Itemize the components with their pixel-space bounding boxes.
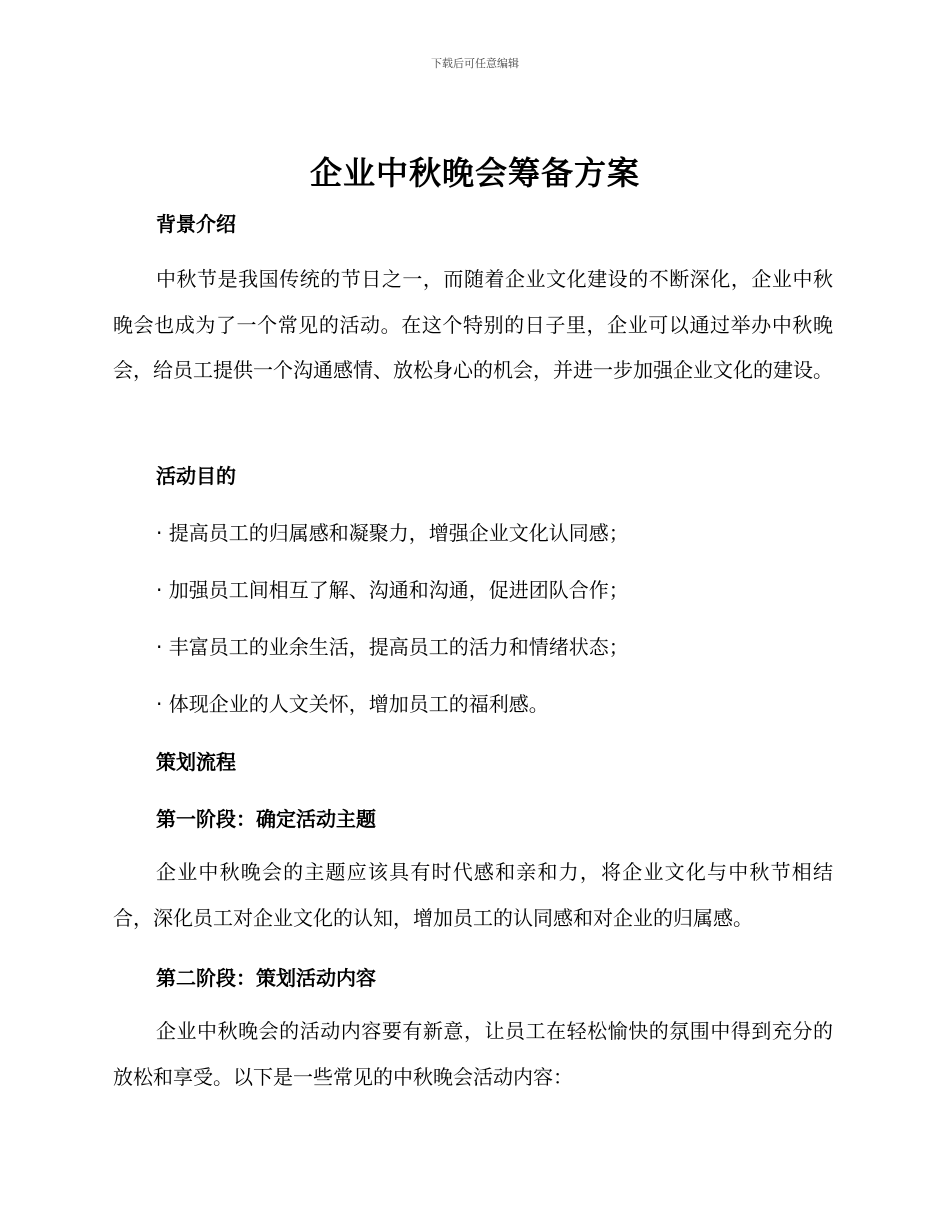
heading-goals: 活动目的 <box>156 464 236 488</box>
header-note: 下载后可任意编辑 <box>431 57 519 70</box>
paragraph-stage-1: 企业中秋晚会的主题应该具有时代感和亲和力，将企业文化与中秋节相结合，深化员工对企业文化的认知，增加员工的认同感和对企业的归属感。 <box>113 860 833 930</box>
heading-process: 策划流程 <box>156 750 236 774</box>
goal-item-2: · 加强员工间相互了解、沟通和沟通，促进团队合作； <box>156 578 629 602</box>
heading-background: 背景介绍 <box>156 212 236 236</box>
goal-item-1: · 提高员工的归属感和凝聚力，增强企业文化认同感； <box>156 521 629 545</box>
heading-stage-1: 第一阶段：确定活动主题 <box>156 807 376 831</box>
goal-item-4: · 体现企业的人文关怀，增加员工的福利感。 <box>156 692 549 716</box>
paragraph-stage-2: 企业中秋晚会的活动内容要有新意，让员工在轻松愉快的氛围中得到充分的放松和享受。以下是一些常见的中秋晚会活动内容： <box>113 1019 833 1089</box>
paragraph-background: 中秋节是我国传统的节日之一，而随着企业文化建设的不断深化，企业中秋晚会也成为了一个常见的活动。在这个特别的日子里，企业可以通过举办中秋晚会，给员工提供一个沟通感情、放松身心的机会，并进一步加强企业文化的建设。 <box>113 267 833 382</box>
document-title: 企业中秋晚会筹备方案 <box>309 154 640 192</box>
goal-item-3: · 丰富员工的业余生活，提高员工的活力和情绪状态； <box>156 635 629 659</box>
heading-stage-2: 第二阶段：策划活动内容 <box>156 966 376 990</box>
